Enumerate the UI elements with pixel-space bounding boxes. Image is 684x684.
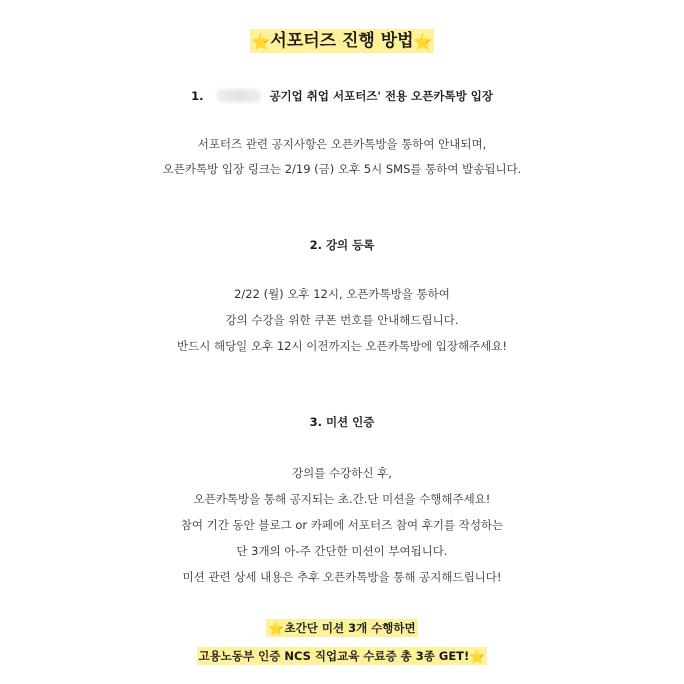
reward-text-1: 초간단 미션 3개 수행하면 xyxy=(284,621,416,635)
title-text: 서포터즈 진행 방법 xyxy=(270,31,414,51)
reward-line-2 xyxy=(0,647,684,666)
section1-line-2: 오픈카톡방 입장 링크는 2/19 (금) 오후 5시 SMS를 통하여 발송됩니다. xyxy=(162,162,522,176)
reward-highlight-2 xyxy=(197,647,488,665)
section1-number: 1. xyxy=(191,89,204,103)
reward-highlight-1 xyxy=(266,619,417,637)
section2-heading: 2. 강의 등록 xyxy=(309,238,375,252)
section3-line-4: 단 3개의 아-주 간단한 미션이 부여됩니다. xyxy=(236,544,448,558)
star-icon: ⭐ xyxy=(268,622,285,637)
blurred-redaction xyxy=(217,89,261,102)
star-icon: ⭐ xyxy=(413,33,433,51)
section1-line-1: 서포터즈 관련 공지사항은 오픈카톡방을 통하여 안내되며, xyxy=(197,137,487,151)
star-icon: ⭐ xyxy=(251,33,271,51)
star-icon: ⭐ xyxy=(469,650,486,665)
section3-line-2: 오픈카톡방을 통해 공지되는 초.간.단 미션을 수행해주세요! xyxy=(193,492,491,506)
reward-line-1 xyxy=(0,619,684,638)
reward-text-2: 고용노동부 인증 NCS 직업교육 수료증 총 3종 GET! xyxy=(198,649,470,663)
title-highlight xyxy=(250,29,435,53)
section3-heading: 3. 미션 인증 xyxy=(309,415,375,429)
section2-line-1: 2/22 (월) 오후 12시, 오픈카톡방을 통하여 xyxy=(234,287,450,301)
section3-line-3: 참여 기간 동안 블로그 or 카페에 서포터즈 참여 후기를 작성하는 xyxy=(180,518,504,532)
page-title xyxy=(0,27,684,55)
section2-line-3: 반드시 해당일 오후 12시 이전까지는 오픈카톡방에 입장해주세요! xyxy=(176,339,507,353)
section3-line-5: 미션 관련 상세 내용은 추후 오픈카톡방을 통해 공지해드립니다! xyxy=(182,570,502,584)
section1-heading-text: 공기업 취업 서포터즈' 전용 오픈카톡방 입장 xyxy=(269,89,493,103)
section3-line-1: 강의를 수강하신 후, xyxy=(292,466,392,480)
section1-heading xyxy=(0,88,684,104)
section2-line-2: 강의 수강을 위한 쿠폰 번호를 안내해드립니다. xyxy=(225,313,459,327)
